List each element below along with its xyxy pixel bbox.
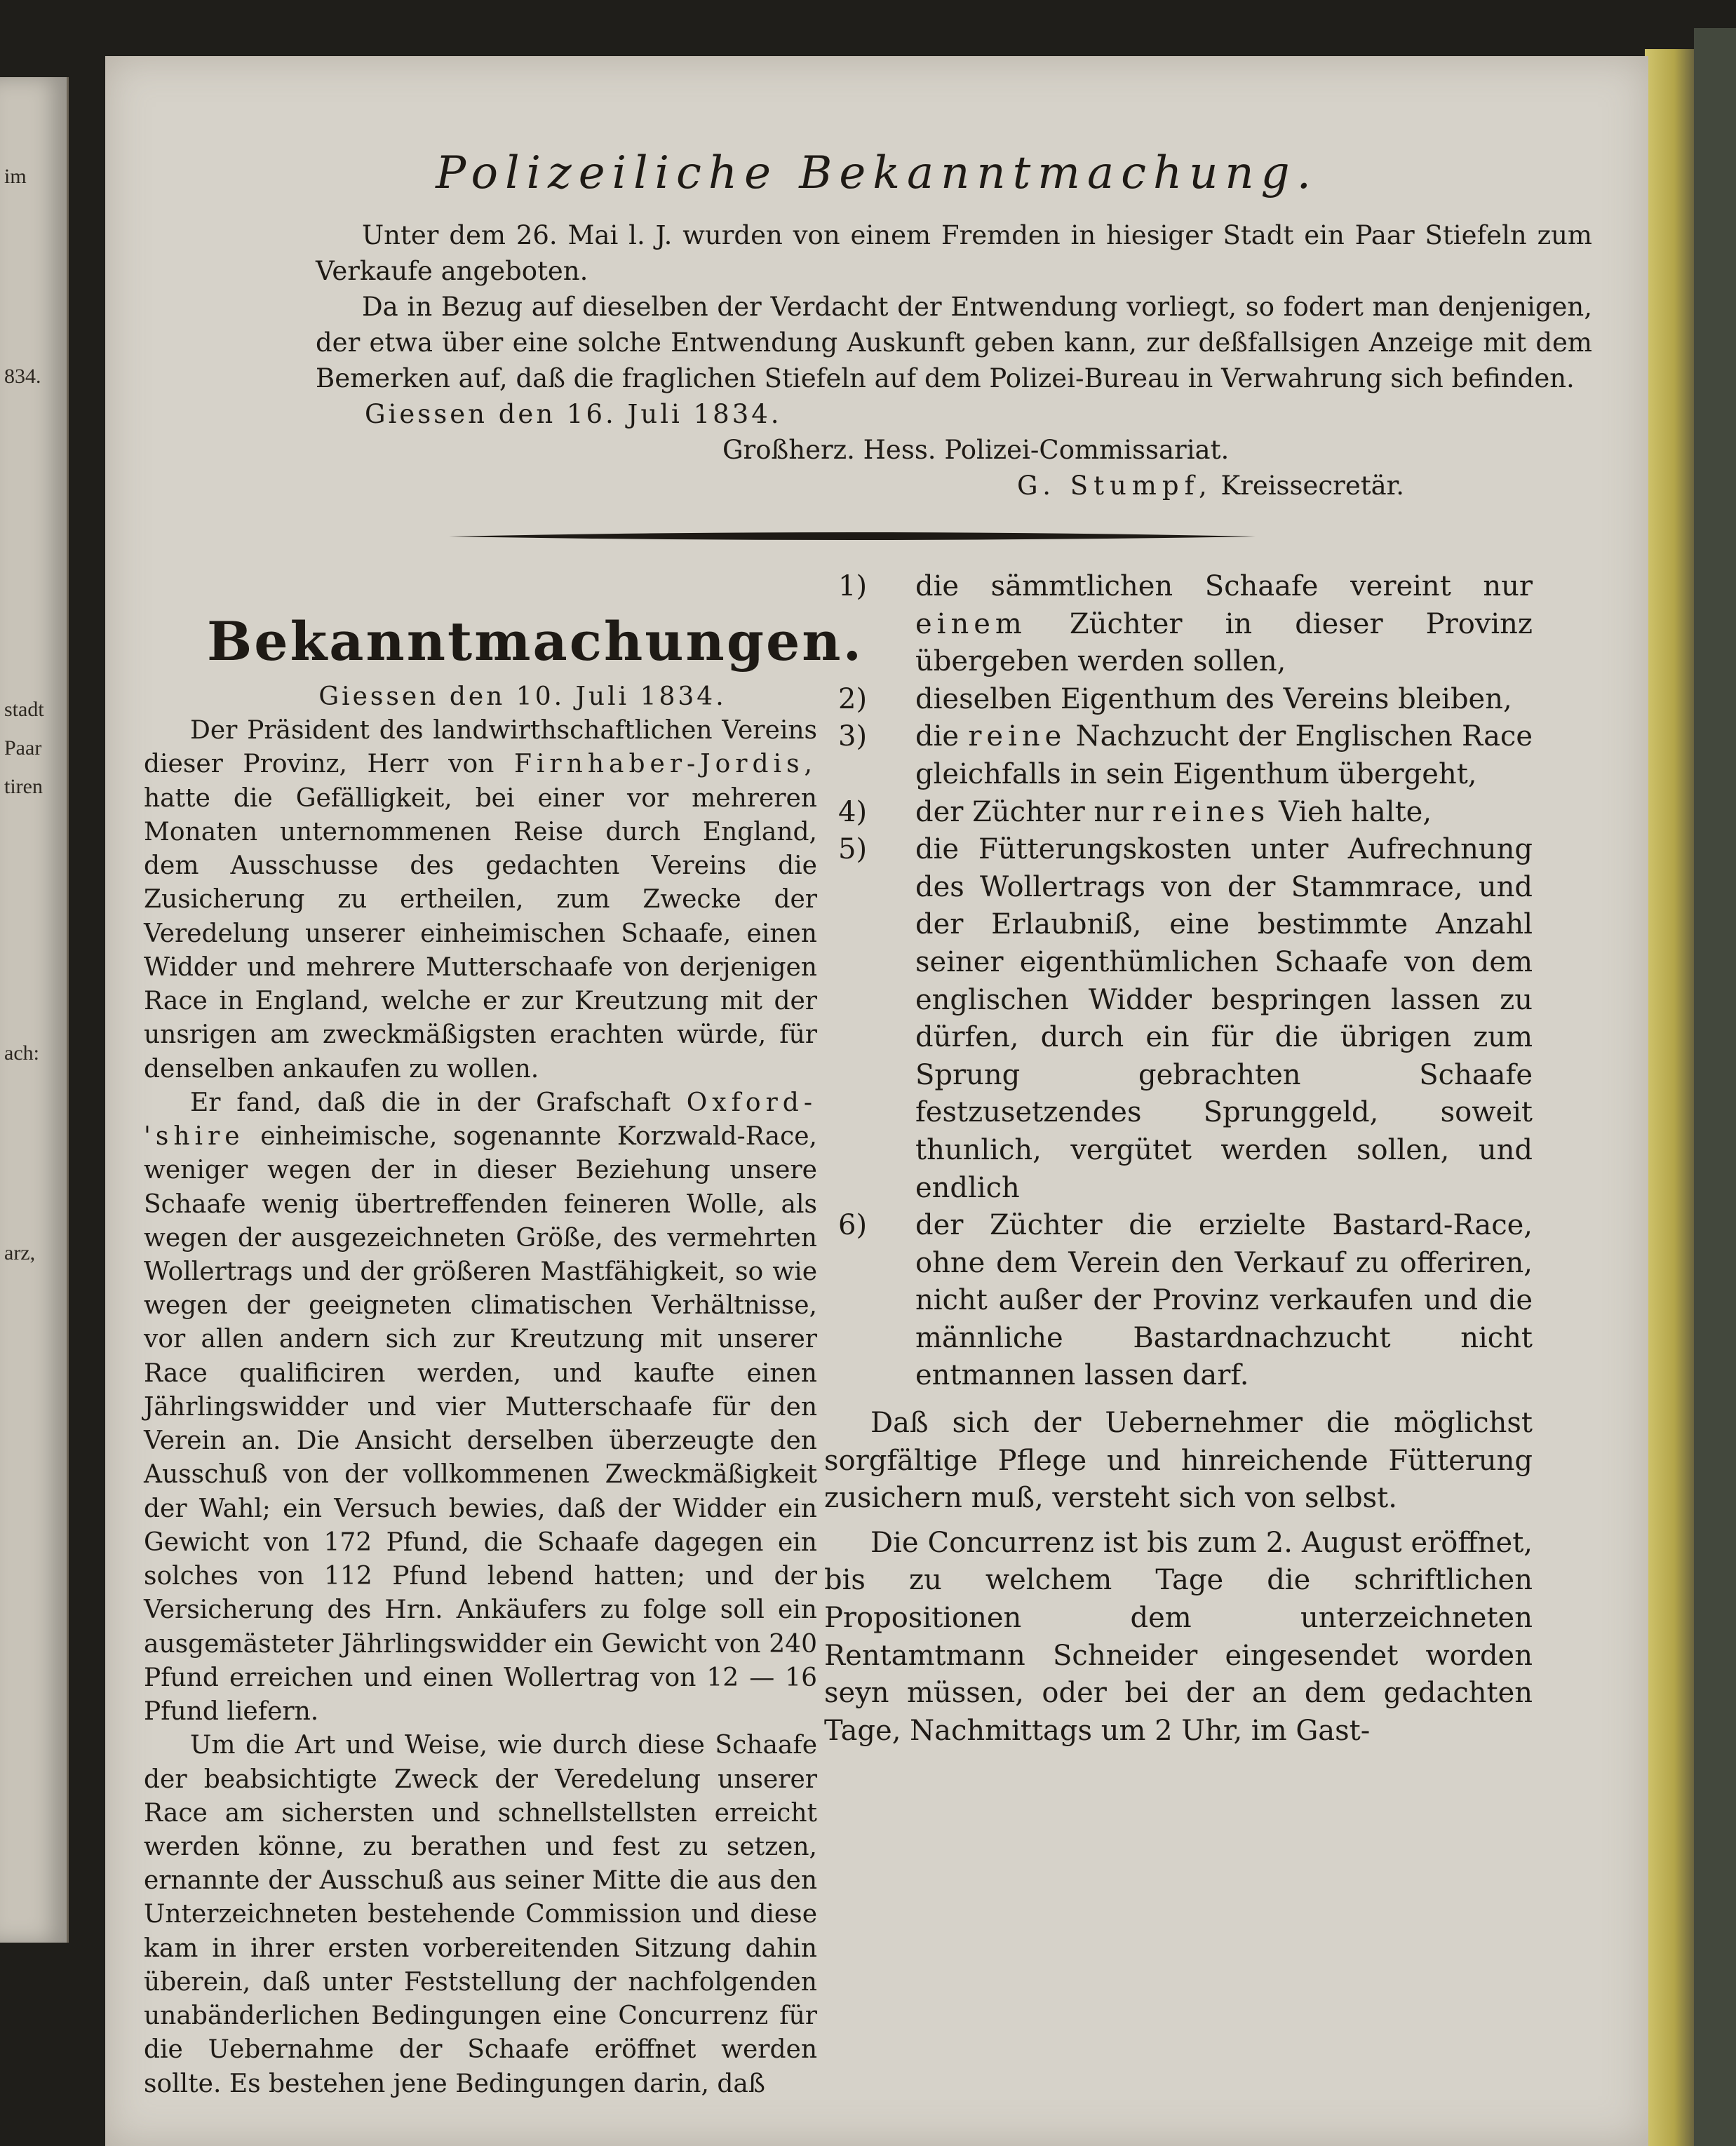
page-block-edge [1645, 49, 1694, 2146]
condition-text [915, 794, 1533, 832]
condition-item [824, 831, 1533, 1207]
facing-page-fragment: arz, [4, 1241, 36, 1264]
spaced-place: Oxford-'shire [144, 1088, 817, 1152]
facing-page-fragment: stadt [4, 698, 44, 721]
condition-text: dieselben Eigenthum des Vereins bleiben, [915, 682, 1512, 715]
conditions-list [824, 568, 1533, 1395]
condition-item [824, 568, 1533, 681]
spaced-emphasis: einem [915, 607, 1027, 640]
condition-number: 1) [838, 570, 868, 602]
announcements-right-column [824, 568, 1533, 1750]
condition-number: 3) [838, 720, 868, 753]
book-cover [1694, 28, 1736, 2146]
condition-item [824, 718, 1533, 793]
newspaper-page [105, 56, 1648, 2146]
condition-text: die Fütterungskosten unter Aufrechnung des Wollertrags von der Stammrace, und der Erlaubniß, eine bestimmte Anzahl seiner eigenthümlichen Schaafe von dem englischen Widder bespringen lassen zu dürfen, durch ein für die übrigen zum Sprung gebrachten Schaafe festzusetzendes Sprunggeld, soweit thunlich, vergütet werden sollen, und endlich [915, 833, 1533, 1204]
spaced-emphasis: reines [1152, 795, 1270, 828]
text-run: Er fand, daß die in der Grafschaft [190, 1088, 687, 1117]
condition-number: 2) [838, 682, 868, 715]
signature-name: G. Stumpf, [1017, 471, 1213, 501]
text-run: die sämmtlichen Schaafe vereint nur [915, 570, 1533, 602]
police-notice-paragraph: Unter dem 26. Mai l. J. wurden von einem Fremden in hiesiger Stadt ein Paar Stiefeln zum Verkaufe angeboten. [316, 220, 1592, 287]
text-run: einheimische, sogenannte Korzwald-Race, weniger wegen der in dieser Beziehung unsere Schaafe wenig übertreffenden feineren Wolle, als wegen der ausgezeichneten Größe, des vermehrten Wollertrags und der größeren Mastfähigkeit, so wie wegen der geeigneten climatischen Verhältnisse, vor allen andern sich zur Kreutzung mit unserer Race qualificiren werden, und kaufte einen Jährlingswidder und vier Mutterschaafe für den Verein an. Die Ansicht derselben überzeugte den Ausschuß von der vollkommenen Zweckmäßigkeit der Wahl; ein Versuch bewies, daß der Widder ein Gewicht von 172 Pfund, die Schaafe dagegen ein solches von 112 Pfund lebend hatten; und der Versicherung des Hrn. Ankäufers zu folge soll ein ausgemästeter Jährlingswidder ein Gewicht von 240 Pfund erreichen und einen Wollertrag von 12 — 16 Pfund liefern. [144, 1122, 817, 1727]
text-run: Vieh halte, [1270, 795, 1432, 828]
announcements-dateline: Giessen den 10. Juli 1834. [318, 682, 727, 711]
announcement-paragraph: Die Concurrenz ist bis zum 2. August eröffnet, bis zu welchem Tage die schriftlichen Propositionen dem unterzeichneten Rentamtmann Schneider eingesendet worden seyn müssen, oder bei der an dem gedachten Tage, Nachmittags um 2 Uhr, im Gast- [824, 1526, 1533, 1747]
facing-page-fragment: ach: [4, 1041, 39, 1065]
text-run: der Züchter nur [915, 795, 1152, 828]
condition-text: der Züchter die erzielte Bastard-Race, ohne dem Verein den Verkauf zu offeriren, nicht außer der Provinz verkaufen und die männliche Bastardnachzucht nicht entmannen lassen darf. [915, 1209, 1533, 1392]
police-notice-office: Großherz. Hess. Polizei-Commissariat. [722, 435, 1230, 466]
text-run: hatte die Gefälligkeit, bei einer vor mehreren Monaten unternommenen Reise durch England, dem Ausschusse des gedachten Vereins die Zusicherung zu ertheilen, zum Zwecke der Veredelung unserer einheimischen Schaafe, einen Widder und mehrere Mutterschaafe von derjenigen Race in England, welche er zur Kreutzung mit der unsrigen am zweckmäßigsten erachten würde, für denselben ankaufen zu wollen. [144, 783, 817, 1084]
text-run: die [915, 720, 969, 753]
police-notice-title: Polizeiliche Bekanntmachung. [436, 147, 1318, 199]
text-run: Züchter in dieser Provinz übergeben werden sollen, [915, 607, 1533, 678]
announcements-left-column [144, 603, 864, 2101]
announcement-paragraph: Daß sich der Uebernehmer die möglichst sorgfältige Pflege und hinreichende Fütterung zusichern muß, versteht sich von selbst. [824, 1407, 1533, 1515]
section-divider [449, 522, 1256, 551]
condition-item [824, 681, 1533, 719]
spaced-name: Firnhaber-Jordis, [513, 750, 817, 779]
police-notice-body [316, 217, 1592, 504]
condition-text [915, 718, 1533, 793]
condition-item [824, 1207, 1533, 1395]
facing-page-fragment: tiren [4, 775, 43, 798]
facing-page-fragment: 834. [4, 365, 41, 388]
police-notice-signature [316, 468, 1592, 504]
condition-text [915, 568, 1533, 681]
spaced-emphasis: reine [968, 720, 1067, 753]
text-run: Der Präsident des landwirthschaftlichen Vereins dieser Provinz, Herr von [144, 716, 817, 779]
police-notice-paragraph: Da in Bezug auf dieselben der Verdacht der Entwendung vorliegt, so fodert man denjenigen, der etwa über eine solche Entwendung Auskunft geben kann, zur deßfallsigen Anzeige mit dem Bemerken auf, daß die fraglichen Stiefeln auf dem Polizei-Bureau in Verwahrung sich befinden. [316, 292, 1592, 394]
signature-title: Kreissecretär. [1220, 471, 1405, 501]
facing-page-fragment: im [4, 165, 27, 188]
condition-item [824, 794, 1533, 832]
condition-number: 4) [838, 795, 868, 828]
announcements-heading: Bekanntmachungen. [207, 610, 864, 673]
announcement-paragraph [144, 1086, 817, 1729]
facing-page-fragment: Paar [4, 736, 42, 760]
text-run: Nachzucht der Englischen Race gleichfalls in sein Eigenthum übergeht, [915, 720, 1533, 790]
announcement-paragraph: Um die Art und Weise, wie durch diese Schaafe der beabsichtigte Zweck der Veredelung unserer Race am sichersten und schnellstellsten erreicht werden könne, zu berathen und fest zu setzen, ernannte der Ausschuß aus seiner Mitte die aus den Unterzeichneten bestehende Commission und diese kam in ihrer ersten vorbereitenden Sitzung dahin überein, daß unter Feststellung der nachfolgenden unabänderlichen Bedingungen eine Concurrenz für die Uebernahme der Schaafe eröffnet werden sollte. Es bestehen jene Bedingungen darin, daß [144, 1731, 817, 2098]
announcement-paragraph [144, 714, 817, 1086]
condition-number: 6) [838, 1209, 868, 1242]
facing-page-edge [0, 77, 69, 1943]
police-notice-dateline: Giessen den 16. Juli 1834. [365, 399, 782, 430]
condition-number: 5) [838, 833, 868, 866]
